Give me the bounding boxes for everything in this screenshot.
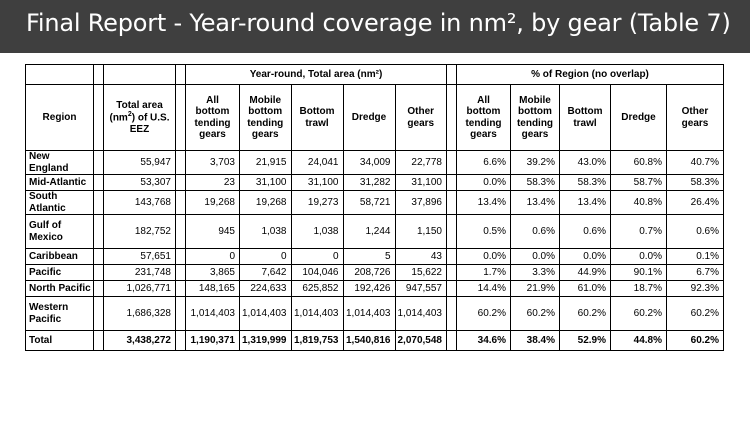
percent-cell: 60.2% xyxy=(457,297,511,331)
area-cell: 5 xyxy=(343,249,395,265)
area-cell: 58,721 xyxy=(343,191,395,215)
percent-cell: 60.2% xyxy=(560,297,611,331)
all-gears-header: All bottom tending gears xyxy=(186,85,240,151)
percent-cell: 26.4% xyxy=(667,191,724,215)
area-cell: 21,915 xyxy=(240,151,292,175)
pct-all-gears-header: All bottom tending gears xyxy=(457,85,511,151)
region-header: Region xyxy=(26,85,94,151)
percent-cell: 6.7% xyxy=(667,265,724,281)
percent-cell: 0.6% xyxy=(511,215,560,249)
title-bar xyxy=(0,0,750,53)
percent-cell: 0.6% xyxy=(667,215,724,249)
percent-group-header: % of Region (no overlap) xyxy=(457,65,724,85)
area-cell: 947,557 xyxy=(395,281,447,297)
percent-cell: 6.6% xyxy=(457,151,511,175)
table-container xyxy=(25,64,724,351)
percent-cell: 3.3% xyxy=(511,265,560,281)
area-cell: 208,726 xyxy=(343,265,395,281)
table-row xyxy=(26,331,724,351)
eez-area-cell: 143,768 xyxy=(104,191,176,215)
area-cell: 224,633 xyxy=(240,281,292,297)
area-cell: 1,319,999 xyxy=(240,331,292,351)
eez-area-cell: 1,026,771 xyxy=(104,281,176,297)
dredge-header: Dredge xyxy=(343,85,395,151)
percent-cell: 58.3% xyxy=(560,175,611,191)
percent-cell: 0.0% xyxy=(457,175,511,191)
percent-cell: 58.3% xyxy=(511,175,560,191)
table-row xyxy=(26,297,724,331)
region-cell: Total xyxy=(26,331,94,351)
table-row xyxy=(26,151,724,175)
region-cell: Western Pacific xyxy=(26,297,94,331)
area-cell: 19,268 xyxy=(240,191,292,215)
percent-cell: 0.0% xyxy=(611,249,667,265)
region-cell: North Pacific xyxy=(26,281,94,297)
area-cell: 1,190,371 xyxy=(186,331,240,351)
percent-cell: 61.0% xyxy=(560,281,611,297)
percent-cell: 34.6% xyxy=(457,331,511,351)
table-row xyxy=(26,175,724,191)
group-header-row xyxy=(26,65,724,85)
area-cell: 1,014,403 xyxy=(343,297,395,331)
area-cell: 15,622 xyxy=(395,265,447,281)
percent-cell: 0.0% xyxy=(457,249,511,265)
eez-area-cell: 53,307 xyxy=(104,175,176,191)
pct-bottom-trawl-header: Bottom trawl xyxy=(560,85,611,151)
coverage-table xyxy=(25,64,724,351)
area-cell: 945 xyxy=(186,215,240,249)
slide-title: Final Report - Year-round coverage in nm², by gear (Table 7) xyxy=(26,9,731,37)
area-cell: 1,014,403 xyxy=(291,297,343,331)
area-cell: 19,273 xyxy=(291,191,343,215)
percent-cell: 58.3% xyxy=(667,175,724,191)
mobile-gears-header: Mobile bottom tending gears xyxy=(240,85,292,151)
eez-header: Total area $(nm^2)$ of U.S. EEZ xyxy=(104,85,176,151)
area-cell: 24,041 xyxy=(291,151,343,175)
percent-cell: 39.2% xyxy=(511,151,560,175)
area-cell: 31,100 xyxy=(291,175,343,191)
table-row xyxy=(26,215,724,249)
area-cell: 148,165 xyxy=(186,281,240,297)
eez-area-cell: 182,752 xyxy=(104,215,176,249)
eez-area-cell: 3,438,272 xyxy=(104,331,176,351)
region-cell: South Atlantic xyxy=(26,191,94,215)
eez-area-cell: 1,686,328 xyxy=(104,297,176,331)
percent-cell: 38.4% xyxy=(511,331,560,351)
percent-cell: 0.6% xyxy=(560,215,611,249)
percent-cell: 52.9% xyxy=(560,331,611,351)
percent-cell: 92.3% xyxy=(667,281,724,297)
percent-cell: 13.4% xyxy=(457,191,511,215)
bottom-trawl-header: Bottom trawl xyxy=(291,85,343,151)
region-cell: Pacific xyxy=(26,265,94,281)
table-row xyxy=(26,265,724,281)
eez-area-cell: 231,748 xyxy=(104,265,176,281)
percent-cell: 0.1% xyxy=(667,249,724,265)
region-cell: New England xyxy=(26,151,94,175)
percent-cell: 0.0% xyxy=(560,249,611,265)
percent-cell: 21.9% xyxy=(511,281,560,297)
percent-cell: 44.9% xyxy=(560,265,611,281)
percent-cell: 43.0% xyxy=(560,151,611,175)
area-cell: 34,009 xyxy=(343,151,395,175)
pct-other-gears-header: Other gears xyxy=(667,85,724,151)
percent-cell: 13.4% xyxy=(511,191,560,215)
table-row xyxy=(26,249,724,265)
percent-cell: 13.4% xyxy=(560,191,611,215)
percent-cell: 58.7% xyxy=(611,175,667,191)
eez-area-cell: 57,651 xyxy=(104,249,176,265)
percent-cell: 60.2% xyxy=(667,297,724,331)
area-cell: 0 xyxy=(240,249,292,265)
percent-cell: 60.8% xyxy=(611,151,667,175)
area-cell: 625,852 xyxy=(291,281,343,297)
eez-area-cell: 55,947 xyxy=(104,151,176,175)
percent-cell: 0.5% xyxy=(457,215,511,249)
area-cell: 1,014,403 xyxy=(186,297,240,331)
percent-cell: 60.2% xyxy=(511,297,560,331)
area-cell: 3,865 xyxy=(186,265,240,281)
region-cell: Mid-Atlantic xyxy=(26,175,94,191)
area-cell: 22,778 xyxy=(395,151,447,175)
area-cell: 19,268 xyxy=(186,191,240,215)
area-cell: 31,282 xyxy=(343,175,395,191)
area-cell: 7,642 xyxy=(240,265,292,281)
percent-cell: 90.1% xyxy=(611,265,667,281)
table-row xyxy=(26,281,724,297)
area-cell: 0 xyxy=(186,249,240,265)
area-cell: 1,038 xyxy=(291,215,343,249)
percent-cell: 40.7% xyxy=(667,151,724,175)
percent-cell: 1.7% xyxy=(457,265,511,281)
percent-cell: 18.7% xyxy=(611,281,667,297)
area-cell: 1,540,816 xyxy=(343,331,395,351)
area-cell: 31,100 xyxy=(395,175,447,191)
area-cell: 1,038 xyxy=(240,215,292,249)
area-cell: 1,014,403 xyxy=(395,297,447,331)
area-cell: 37,896 xyxy=(395,191,447,215)
area-cell: 2,070,548 xyxy=(395,331,447,351)
percent-cell: 0.7% xyxy=(611,215,667,249)
area-cell: 104,046 xyxy=(291,265,343,281)
area-cell: 3,703 xyxy=(186,151,240,175)
table-row xyxy=(26,191,724,215)
percent-cell: 14.4% xyxy=(457,281,511,297)
other-gears-header: Other gears xyxy=(395,85,447,151)
area-cell: 192,426 xyxy=(343,281,395,297)
pct-mobile-gears-header: Mobile bottom tending gears xyxy=(511,85,560,151)
column-header-row xyxy=(26,85,724,151)
percent-cell: 60.2% xyxy=(611,297,667,331)
area-cell: 1,014,403 xyxy=(240,297,292,331)
area-cell: 23 xyxy=(186,175,240,191)
percent-cell: 44.8% xyxy=(611,331,667,351)
area-cell: 1,819,753 xyxy=(291,331,343,351)
percent-cell: 40.8% xyxy=(611,191,667,215)
area-cell: 31,100 xyxy=(240,175,292,191)
area-cell: 1,150 xyxy=(395,215,447,249)
region-cell: Caribbean xyxy=(26,249,94,265)
area-cell: 0 xyxy=(291,249,343,265)
total-area-group-header: Year-round, Total area (nm²) xyxy=(186,65,447,85)
percent-cell: 60.2% xyxy=(667,331,724,351)
percent-cell: 0.0% xyxy=(511,249,560,265)
area-cell: 43 xyxy=(395,249,447,265)
pct-dredge-header: Dredge xyxy=(611,85,667,151)
area-cell: 1,244 xyxy=(343,215,395,249)
region-cell: Gulf of Mexico xyxy=(26,215,94,249)
